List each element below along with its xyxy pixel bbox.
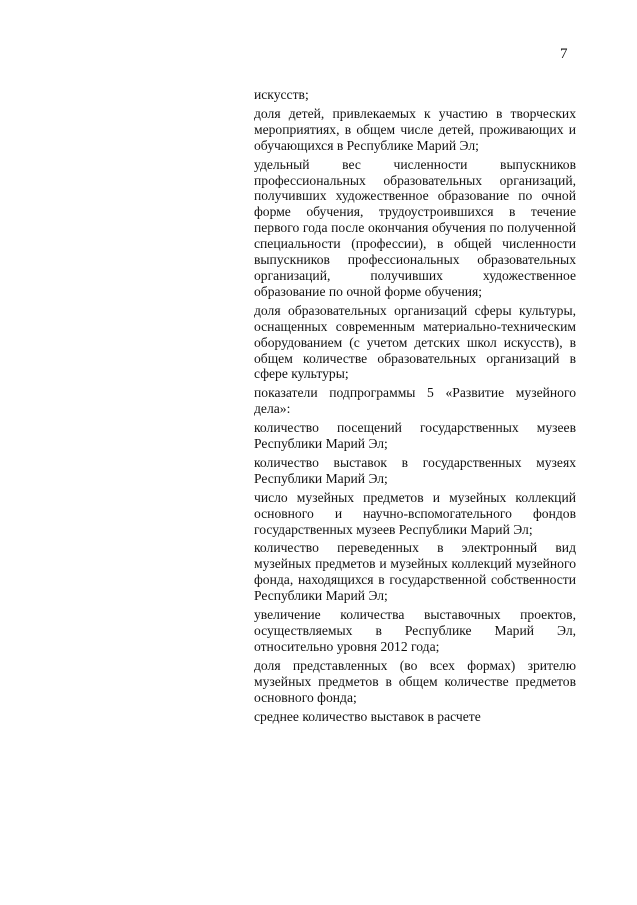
paragraph: удельный вес численности выпускников профессиональных образовательных организаций, получивших художественное образование по очной форме обучения, трудоустроившихся в течение первого года после окончания обучения по полученной специальности (профессии), в общей численности выпускников профессиональных образовательных организаций, получивших художественное образование по очной форме обучения; bbox=[254, 156, 576, 299]
page-number: 7 bbox=[560, 46, 568, 62]
paragraph: количество посещений государственных музеев Республики Марий Эл; bbox=[254, 420, 576, 452]
document-body bbox=[254, 87, 576, 727]
paragraph: число музейных предметов и музейных коллекций основного и научно-вспомогательного фондов государственных музеев Республики Марий Эл; bbox=[254, 489, 576, 537]
paragraph: доля детей, привлекаемых к участию в творческих мероприятиях, в общем числе детей, проживающих и обучающихся в Республике Марий Эл; bbox=[254, 105, 576, 153]
paragraph: среднее количество выставок в расчете bbox=[254, 708, 481, 724]
paragraph: доля представленных (во всех формах) зрителю музейных предметов в общем количестве предметов основного фонда; bbox=[254, 657, 576, 705]
paragraph: искусств; bbox=[254, 87, 309, 102]
paragraph: показатели подпрограммы 5 «Развитие музейного дела»: bbox=[254, 385, 576, 417]
paragraph: количество переведенных в электронный вид музейных предметов и музейных коллекций музейного фонда, находящихся в государственной собственности Республики Марий Эл; bbox=[254, 540, 576, 604]
paragraph: увеличение количества выставочных проектов, осуществляемых в Республике Марий Эл, относительно уровня 2012 года; bbox=[254, 607, 576, 654]
paragraph: доля образовательных организаций сферы культуры, оснащенных современным материально-техническим оборудованием (с учетом детских школ искусств), в общем количестве образовательных организаций в сфере культуры; bbox=[254, 302, 576, 382]
paragraph: количество выставок в государственных музеях Республики Марий Эл; bbox=[254, 454, 576, 486]
